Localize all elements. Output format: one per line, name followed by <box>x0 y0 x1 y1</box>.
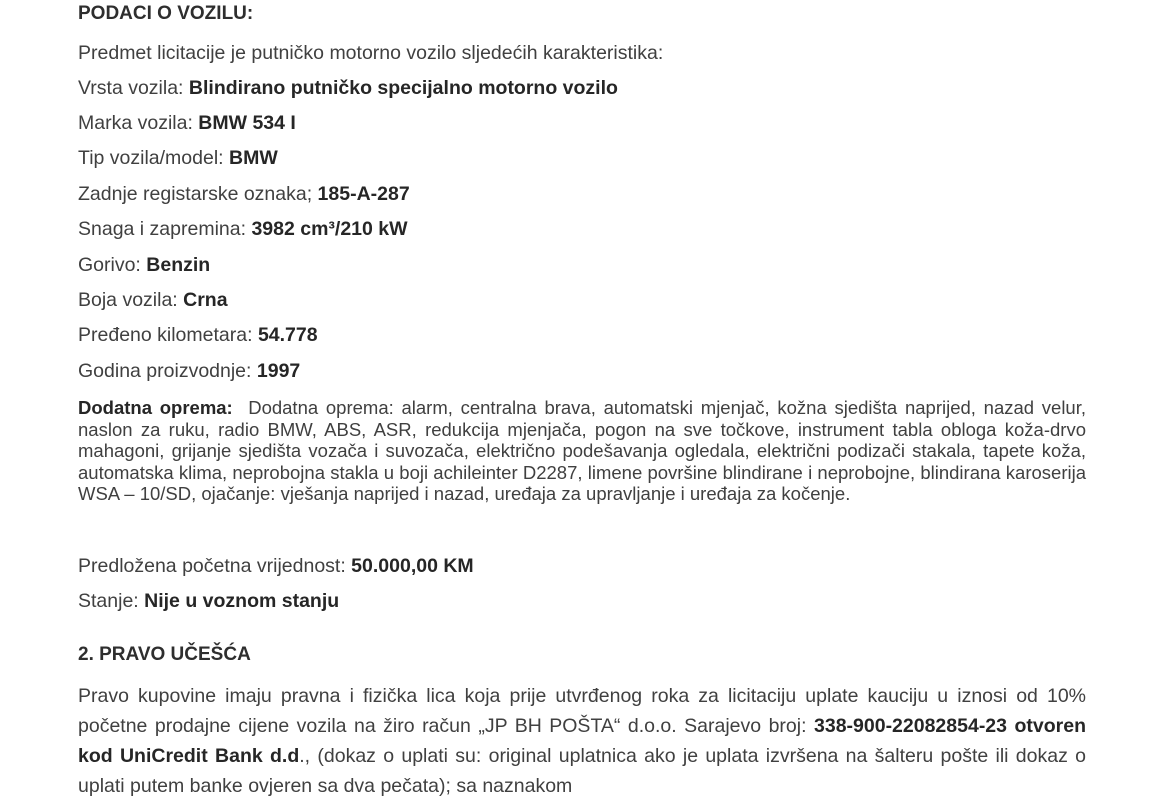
field-fuel <box>78 254 210 277</box>
field-vehicle-model <box>78 147 278 170</box>
field-value: 185-A-287 <box>317 183 410 205</box>
field-label: Gorivo: <box>78 254 147 276</box>
field-label: Snaga i zapremina: <box>78 218 252 240</box>
field-registration <box>78 183 410 206</box>
participation-paragraph <box>78 681 1086 801</box>
field-power-displacement <box>78 218 408 241</box>
field-value: BMW 534 I <box>198 112 296 134</box>
intro-text: Predmet licitacije je putničko motorno vozilo sljedećih karakteristika: <box>78 42 664 64</box>
field-value: Benzin <box>146 254 211 276</box>
participation-text-part2: ., (dokaz o uplati su: original uplatnica ako je uplata izvršena na šalteru pošte ili dokaz o uplati putem banke ovjeren sa dva pečata); sa naznakom <box>78 745 1086 797</box>
field-label: Predložena početna vrijednost: <box>78 555 352 577</box>
field-vehicle-make <box>78 112 296 135</box>
field-value: 54.778 <box>257 324 318 346</box>
field-label: Godina proizvodnje: <box>78 360 257 382</box>
field-label: Marka vozila: <box>78 112 199 134</box>
field-value: 1997 <box>256 360 301 382</box>
field-value: Blindirano putničko specijalno motorno vozilo <box>188 77 618 99</box>
equipment-text: Dodatna oprema: alarm, centralna brava, automatski mjenjač, kožna sjedišta naprijed, nazad velur, naslon za ruku, radio BMW, ABS, ASR, redukcija mjenjača, pogon na sve točkove, instrument tabla obloga koža-drvo mahagoni, grijanje sjedišta vozača i suvozača, električno podešavanja ogledala, električni podizači stakala, tapete koža, automatska klima, neprobojna stakla u boji achileinter D2287, limene površine blindirane i neprobojne, blindirana karoserija WSA – 10/SD, ojačanje: vješanja naprijed i nazad, uređaja za upravljanje i uređaja za kočenje. <box>78 397 1087 504</box>
field-label: Boja vozila: <box>78 289 184 311</box>
field-starting-price <box>78 555 474 578</box>
section-heading-vehicle-data: PODACI O VOZILU: <box>78 3 254 24</box>
equipment-paragraph <box>78 397 1086 505</box>
field-production-year <box>78 360 300 383</box>
field-condition <box>78 590 339 613</box>
field-value: BMW <box>229 147 278 169</box>
field-label: Tip vozila/model: <box>78 147 230 169</box>
field-value: 3982 cm³/210 kW <box>251 218 408 240</box>
equipment-label: Dodatna oprema: <box>78 397 233 418</box>
field-vehicle-type <box>78 77 618 100</box>
section-heading-participation-right: 2. PRAVO UČEŠĆA <box>78 644 251 665</box>
field-value: Nije u voznom stanju <box>144 590 340 612</box>
field-label: Pređeno kilometara: <box>78 324 258 346</box>
field-label: Zadnje registarske oznaka; <box>78 183 318 205</box>
field-label: Vrsta vozila: <box>78 77 189 99</box>
participation-text-part1: Pravo kupovine imaju pravna i fizička lica koja prije utvrđenog roka za licitaciju uplate kauciju u iznosi od 10% početne prodajne cijene vozila na žiro račun „JP BH POŠTA“ d.o.o. Sarajevo broj: <box>78 685 1086 737</box>
field-value: Crna <box>183 289 228 311</box>
field-label: Stanje: <box>78 590 145 612</box>
bank-account: 338-900-22082854-23 otvoren kod UniCredit Bank d.d <box>78 715 1086 767</box>
field-value: 50.000,00 KM <box>351 555 474 577</box>
field-color <box>78 289 228 312</box>
field-mileage <box>78 324 318 347</box>
